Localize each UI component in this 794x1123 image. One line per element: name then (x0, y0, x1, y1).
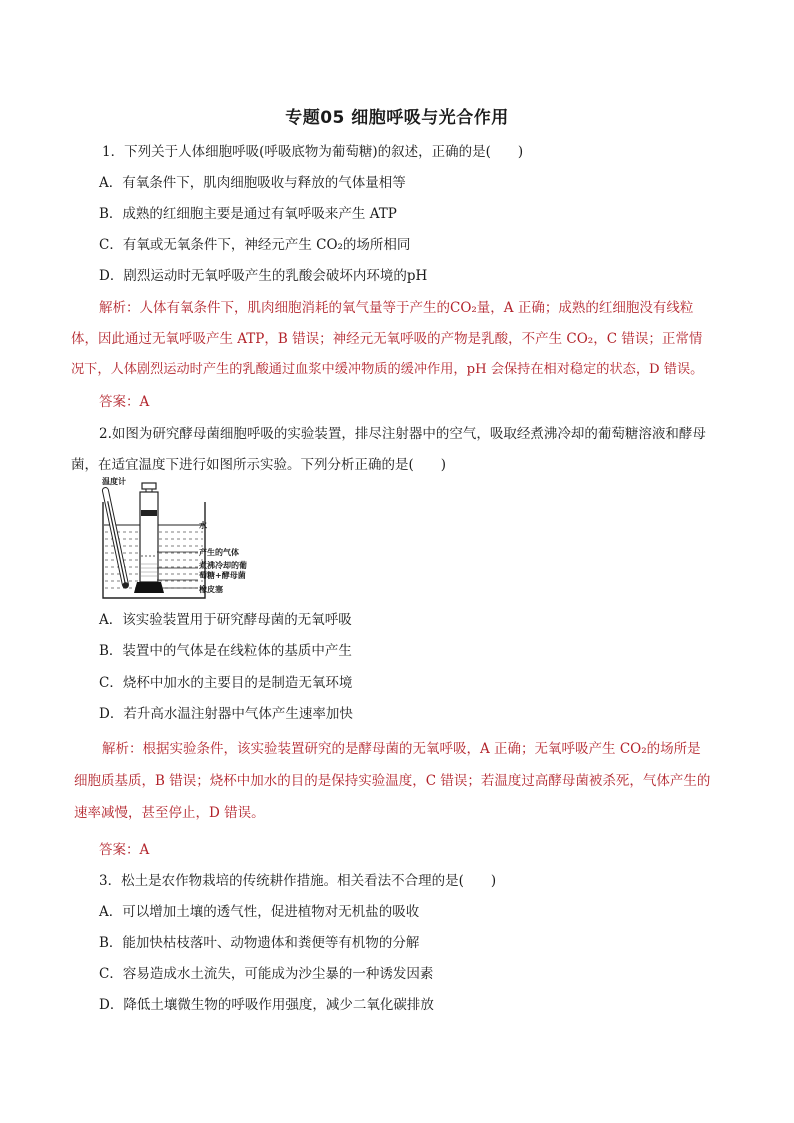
label-stopper: 橡皮塞 (199, 585, 223, 594)
label-water: 水 (199, 521, 207, 530)
q2-analysis-line1: 解析：根据实验条件，该实验装置研究的是酵母菌的无氧呼吸，A 正确；无氧呼吸产生 CO₂的场所是 (102, 741, 701, 757)
syringe-plunger-cap (142, 483, 156, 489)
q1-analysis-line1: 解析：人体有氧条件下，肌肉细胞消耗的氧气量等于产生的CO₂量，A 正确；成熟的红细胞没有线粒 (99, 300, 694, 316)
q3-option-c: C．容易造成水土流失，可能成为沙尘暴的一种诱发因素 (99, 966, 434, 982)
q1-option-a: A．有氧条件下，肌肉细胞吸收与释放的气体量相等 (99, 175, 406, 191)
page-title: 专题05 细胞呼吸与光合作用 (285, 108, 509, 128)
q2-option-c: C．烧杯中加水的主要目的是制造无氧环境 (99, 675, 353, 691)
apparatus-drawing (98, 480, 268, 605)
q2-option-a: A．该实验装置用于研究酵母菌的无氧呼吸 (99, 612, 352, 628)
syringe-barrel (140, 492, 158, 582)
q3-option-d: D．降低土壤微生物的呼吸作用强度，减少二氧化碳排放 (99, 997, 434, 1013)
q1-analysis-line2: 体，因此通过无氧呼吸产生 ATP，B 错误；神经元无氧呼吸的产物是乳酸，不产生 CO₂，C 错误；正常情 (71, 331, 703, 347)
q2-option-b: B．装置中的气体是在线粒体的基质中产生 (99, 643, 352, 659)
q3-option-b: B．能加快枯枝落叶、动物遗体和粪便等有机物的分解 (99, 935, 420, 951)
q2-stem-line1: 2.如图为研究酵母菌细胞呼吸的实验装置，排尽注射器中的空气，吸取经煮沸冷却的葡萄糖溶液和酵母 (99, 426, 706, 442)
q2-analysis-line2: 细胞质基质，B 错误；烧杯中加水的目的是保持实验温度，C 错误；若温度过高酵母菌被杀死，气体产生的 (74, 773, 711, 789)
q1-stem: 1．下列关于人体细胞呼吸(呼吸底物为葡萄糖)的叙述，正确的是( ) (102, 144, 524, 160)
q1-option-d: D．剧烈运动时无氧呼吸产生的乳酸会破坏内环境的pH (99, 268, 428, 284)
syringe-plunger-head (141, 510, 157, 516)
experiment-apparatus-figure (98, 477, 268, 609)
label-solution-line2: 萄糖+酵母菌 (199, 571, 246, 580)
q3-option-a: A．可以增加土壤的透气性，促进植物对无机盐的吸收 (99, 904, 420, 920)
label-leaders (157, 525, 198, 588)
q1-option-c: C．有氧或无氧条件下，神经元产生 CO₂的场所相同 (99, 237, 411, 253)
q1-answer: 答案：A (99, 394, 150, 410)
rubber-stopper (134, 582, 164, 593)
label-gas: 产生的气体 (199, 548, 239, 557)
label-solution (199, 561, 247, 581)
q1-option-b: B．成熟的红细胞主要是通过有氧呼吸来产生 ATP (99, 206, 397, 222)
label-thermometer: 温度计 (102, 477, 126, 486)
q1-analysis-line3: 况下，人体剧烈运动时产生的乳酸通过血浆中缓冲物质的缓冲作用，pH 会保持在相对稳定的状态，D 错误。 (71, 362, 704, 377)
label-solution-line1: 煮沸冷却的葡 (199, 561, 247, 570)
q2-answer: 答案：A (99, 842, 150, 858)
q3-stem: 3．松土是农作物栽培的传统耕作措施。相关看法不合理的是( ) (99, 873, 497, 889)
q2-option-d: D．若升高水温注射器中气体产生速率加快 (99, 706, 353, 722)
q2-stem-line2: 菌，在适宜温度下进行如图所示实验。下列分析正确的是( ) (71, 457, 447, 473)
q2-analysis-line3: 速率减慢，甚至停止，D 错误。 (74, 805, 265, 821)
